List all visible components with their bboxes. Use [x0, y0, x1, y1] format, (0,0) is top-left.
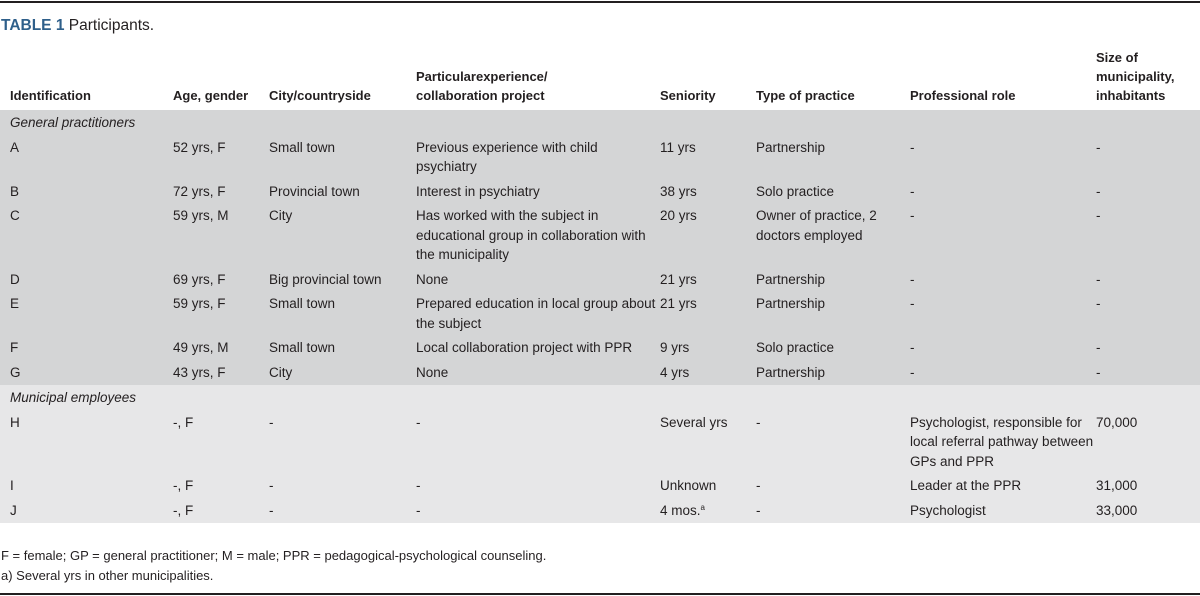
footnote-marker: a	[700, 502, 705, 512]
cell-municipality-size	[1096, 499, 1200, 524]
cell-municipality-size	[1096, 180, 1200, 205]
cell-type-of-practice-text: Solo practice	[756, 340, 835, 355]
cell-city-countryside-text: Small town	[269, 139, 336, 155]
cell-experience-text: -	[416, 414, 421, 430]
cell-identification-text: J	[10, 502, 17, 518]
cell-seniority-text: Unknown	[660, 478, 717, 493]
cell-municipality-size-text: -	[1096, 139, 1101, 155]
cell-municipality-size-text: -	[1096, 296, 1101, 311]
cell-age-gender-text: 49 yrs, M	[173, 340, 229, 355]
cell-professional-role-text: Psychologist, responsible for local referral pathway between GPs and PPR	[910, 414, 1094, 469]
top-rule	[0, 1, 1200, 3]
cell-city-countryside	[269, 411, 416, 475]
table-caption	[1, 16, 154, 36]
table-row	[0, 292, 1200, 336]
header-experience	[416, 48, 660, 110]
cell-type-of-practice-text: -	[756, 414, 761, 430]
cell-professional-role	[910, 336, 1096, 361]
cell-identification-text: D	[10, 271, 20, 287]
cell-seniority	[660, 336, 756, 361]
cell-municipality-size-text: -	[1096, 340, 1101, 355]
cell-age-gender-text: -, F	[173, 478, 194, 493]
participants-table	[0, 48, 1200, 523]
header-experience-line2: collaboration project	[416, 88, 545, 103]
cell-age-gender-text: 72 yrs, F	[173, 183, 226, 199]
cell-age-gender-text: 43 yrs, F	[173, 364, 226, 380]
cell-experience-text: Interest in psychiatry	[416, 183, 540, 199]
cell-city-countryside	[269, 180, 416, 205]
cell-seniority-text: 38 yrs	[660, 183, 697, 199]
header-seniority: Seniority	[660, 88, 716, 103]
cell-seniority	[660, 204, 756, 268]
table-row	[0, 411, 1200, 475]
cell-identification-text: A	[10, 139, 20, 155]
footnote-abbreviations: F = female; GP = general practitioner; M = male; PPR = pedagogical-psychological counseling.	[1, 548, 547, 563]
cell-professional-role	[910, 292, 1096, 336]
cell-type-of-practice-text: -	[756, 478, 761, 493]
table-row	[0, 268, 1200, 293]
table-label: TABLE 1	[1, 17, 65, 34]
cell-professional-role	[910, 411, 1096, 475]
cell-seniority	[660, 499, 756, 524]
cell-city-countryside-text: Provincial town	[269, 183, 360, 199]
cell-experience-text: Has worked with the subject in educational group in collaboration with the municipality	[416, 208, 646, 262]
cell-age-gender	[173, 268, 269, 293]
cell-municipality-size	[1096, 411, 1200, 475]
cell-municipality-size-text: 70,000	[1096, 414, 1138, 430]
header-age-gender: Age, gender	[173, 88, 249, 103]
cell-municipality-size	[1096, 268, 1200, 293]
cell-identification	[0, 411, 173, 475]
cell-professional-role	[910, 361, 1096, 386]
cell-municipality-size	[1096, 361, 1200, 386]
cell-professional-role-text: Leader at the PPR	[910, 478, 1022, 493]
cell-identification-text: C	[10, 208, 20, 223]
cell-city-countryside	[269, 292, 416, 336]
cell-professional-role	[910, 499, 1096, 524]
table-row	[0, 136, 1200, 180]
cell-type-of-practice	[756, 268, 910, 293]
cell-professional-role	[910, 136, 1096, 180]
header-municipality-size	[1096, 48, 1200, 110]
header-experience-line1: Particularexperience/	[416, 69, 548, 84]
cell-age-gender	[173, 136, 269, 180]
cell-experience-text: None	[416, 364, 449, 380]
cell-type-of-practice	[756, 361, 910, 386]
cell-age-gender	[173, 292, 269, 336]
cell-age-gender-text: -, F	[173, 502, 194, 518]
cell-seniority-text: 4 mos.	[660, 502, 701, 518]
cell-professional-role-text: Psychologist	[910, 502, 986, 518]
cell-type-of-practice-text: Owner of practice, 2 doctors employed	[756, 208, 877, 243]
cell-city-countryside	[269, 474, 416, 499]
table-row	[0, 204, 1200, 268]
header-type-of-practice: Type of practice	[756, 88, 855, 103]
cell-identification	[0, 268, 173, 293]
footnote-a: a) Several yrs in other municipalities.	[1, 567, 214, 583]
cell-type-of-practice	[756, 411, 910, 475]
cell-city-countryside	[269, 336, 416, 361]
cell-experience	[416, 411, 660, 475]
table-row	[0, 361, 1200, 386]
cell-identification	[0, 204, 173, 268]
cell-city-countryside-text: City	[269, 208, 293, 223]
header-row	[0, 48, 1200, 110]
cell-municipality-size-text: -	[1096, 208, 1101, 223]
cell-city-countryside-text: Big provincial town	[269, 271, 382, 287]
cell-identification	[0, 292, 173, 336]
cell-seniority-text: 21 yrs	[660, 271, 697, 287]
cell-type-of-practice-text: -	[756, 502, 761, 518]
cell-seniority	[660, 411, 756, 475]
cell-age-gender	[173, 204, 269, 268]
header-size-line3: inhabitants	[1096, 88, 1166, 103]
cell-municipality-size-text: -	[1096, 183, 1101, 199]
table-row	[0, 336, 1200, 361]
cell-city-countryside-text: Small town	[269, 340, 336, 355]
table-body	[0, 110, 1200, 523]
cell-professional-role-text: -	[910, 271, 915, 287]
cell-type-of-practice-text: Partnership	[756, 271, 826, 287]
cell-age-gender	[173, 361, 269, 386]
cell-age-gender	[173, 180, 269, 205]
cell-city-countryside-text: -	[269, 414, 274, 430]
cell-identification	[0, 474, 173, 499]
cell-professional-role	[910, 204, 1096, 268]
table-row	[0, 474, 1200, 499]
cell-city-countryside-text: -	[269, 502, 274, 518]
cell-seniority	[660, 292, 756, 336]
cell-experience	[416, 361, 660, 386]
header-city-countryside: City/countryside	[269, 88, 371, 103]
cell-city-countryside	[269, 499, 416, 524]
cell-type-of-practice-text: Partnership	[756, 139, 826, 155]
cell-seniority-text: 9 yrs	[660, 340, 690, 355]
header-professional-role: Professional role	[910, 88, 1016, 103]
cell-experience	[416, 268, 660, 293]
cell-type-of-practice-text: Partnership	[756, 364, 826, 380]
cell-professional-role-text: -	[910, 208, 915, 223]
cell-seniority-text: 4 yrs	[660, 364, 690, 380]
cell-experience	[416, 292, 660, 336]
cell-city-countryside-text: Small town	[269, 296, 336, 311]
cell-age-gender	[173, 499, 269, 524]
cell-city-countryside	[269, 136, 416, 180]
cell-seniority	[660, 180, 756, 205]
cell-age-gender-text: 52 yrs, F	[173, 139, 226, 155]
header-size-line1: Size of	[1096, 50, 1138, 65]
cell-identification	[0, 136, 173, 180]
cell-municipality-size-text: -	[1096, 364, 1101, 380]
cell-type-of-practice	[756, 180, 910, 205]
cell-experience	[416, 474, 660, 499]
cell-identification-text: B	[10, 183, 20, 199]
cell-experience	[416, 136, 660, 180]
cell-age-gender	[173, 411, 269, 475]
table-footnotes	[1, 546, 546, 585]
cell-experience-text: None	[416, 271, 449, 287]
cell-professional-role-text: -	[910, 139, 915, 155]
cell-municipality-size-text: -	[1096, 271, 1101, 287]
cell-experience-text: -	[416, 478, 421, 493]
cell-age-gender	[173, 474, 269, 499]
table-row	[0, 499, 1200, 524]
section-label: Municipal employees	[0, 385, 1200, 411]
cell-seniority-text: Several yrs	[660, 414, 728, 430]
header-size-line2: municipality,	[1096, 69, 1175, 84]
section-row-general-practitioners	[0, 110, 1200, 136]
cell-identification	[0, 361, 173, 386]
cell-experience	[416, 180, 660, 205]
cell-type-of-practice	[756, 136, 910, 180]
cell-seniority	[660, 136, 756, 180]
cell-professional-role	[910, 268, 1096, 293]
cell-city-countryside	[269, 268, 416, 293]
cell-municipality-size-text: 33,000	[1096, 502, 1138, 518]
cell-age-gender	[173, 336, 269, 361]
cell-experience-text: -	[416, 502, 421, 518]
cell-type-of-practice-text: Partnership	[756, 296, 826, 311]
cell-professional-role-text: -	[910, 296, 915, 311]
cell-seniority-text: 20 yrs	[660, 208, 697, 223]
cell-type-of-practice	[756, 292, 910, 336]
table-row	[0, 180, 1200, 205]
cell-municipality-size	[1096, 292, 1200, 336]
cell-type-of-practice	[756, 474, 910, 499]
cell-seniority-text: 21 yrs	[660, 296, 697, 311]
cell-age-gender-text: 59 yrs, F	[173, 296, 226, 311]
cell-municipality-size	[1096, 136, 1200, 180]
cell-identification-text: I	[10, 478, 14, 493]
cell-identification	[0, 180, 173, 205]
section-row-municipal-employees	[0, 385, 1200, 411]
cell-seniority	[660, 474, 756, 499]
cell-age-gender-text: 59 yrs, M	[173, 208, 229, 223]
cell-type-of-practice	[756, 336, 910, 361]
cell-identification-text: G	[10, 364, 21, 380]
cell-identification-text: H	[10, 414, 20, 430]
cell-professional-role	[910, 474, 1096, 499]
cell-professional-role	[910, 180, 1096, 205]
cell-experience-text: Prepared education in local group about the subject	[416, 296, 656, 331]
bottom-rule	[0, 593, 1200, 595]
cell-identification-text: E	[10, 296, 20, 311]
cell-identification	[0, 336, 173, 361]
cell-experience	[416, 204, 660, 268]
cell-seniority	[660, 268, 756, 293]
cell-municipality-size	[1096, 336, 1200, 361]
table-title: Participants.	[68, 17, 155, 34]
cell-experience	[416, 499, 660, 524]
cell-seniority	[660, 361, 756, 386]
cell-age-gender-text: -, F	[173, 414, 194, 430]
cell-city-countryside	[269, 204, 416, 268]
cell-experience-text: Local collaboration project with PPR	[416, 340, 633, 355]
cell-professional-role-text: -	[910, 364, 915, 380]
section-label: General practitioners	[0, 110, 1200, 136]
cell-city-countryside-text: -	[269, 478, 274, 493]
header-identification: Identification	[10, 88, 91, 103]
cell-professional-role-text: -	[910, 183, 915, 199]
cell-identification-text: F	[10, 340, 19, 355]
cell-experience-text: Previous experience with child psychiatry	[416, 139, 598, 174]
cell-professional-role-text: -	[910, 340, 915, 355]
cell-municipality-size	[1096, 204, 1200, 268]
cell-type-of-practice	[756, 499, 910, 524]
cell-identification	[0, 499, 173, 524]
cell-municipality-size-text: 31,000	[1096, 478, 1138, 493]
cell-type-of-practice-text: Solo practice	[756, 183, 835, 199]
cell-seniority-text: 11 yrs	[660, 139, 696, 155]
cell-type-of-practice	[756, 204, 910, 268]
cell-age-gender-text: 69 yrs, F	[173, 271, 226, 287]
cell-city-countryside	[269, 361, 416, 386]
cell-municipality-size	[1096, 474, 1200, 499]
cell-city-countryside-text: City	[269, 364, 293, 380]
cell-experience	[416, 336, 660, 361]
